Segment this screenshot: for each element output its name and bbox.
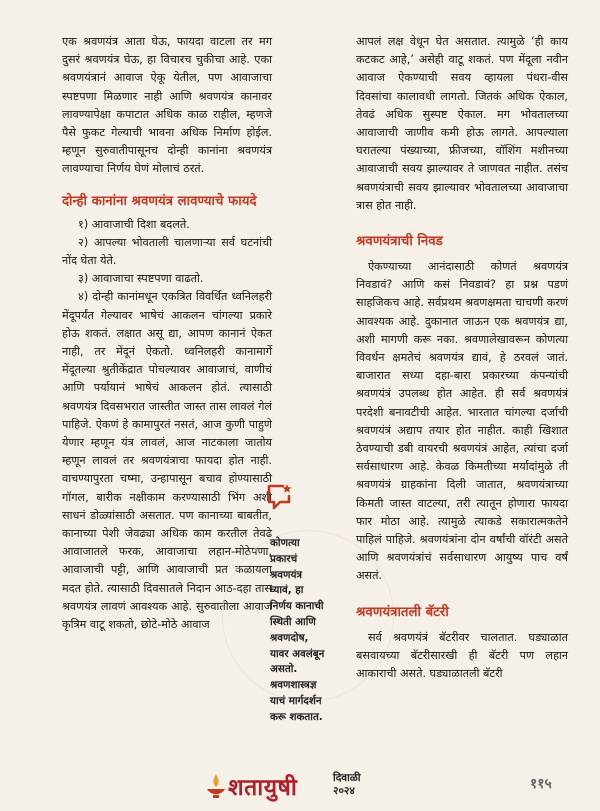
right-paragraph-1: आपलं लक्ष वेधून घेत असतात. त्यामुळे ‘ही काय कटकट आहे,’ असेही वाटू शकतं. पण मेंदूला नवीन आवाज ऐकण्याची सवय व्हायला पंधरा-वीस दिवसांचा कालावधी लागतो. जितकं अधिक ऐकाल, तेवढं अधिक सुस्पष्ट ऐकाल. मग भोवतालच्या आवाजाची जाणीव कमी होऊ लागते. आपल्याला घरातल्या पंख्याच्या, फ्रीजच्या, वॉशिंग मशीनच्या आवाजाची सवय झाल्यावर ते जाणवत नाहीत. तसंच श्रवणयंत्राची सवय झाल्यावर भोवतालच्या आवाजाचा त्रास होत नाही.	[356, 35, 568, 212]
right-paragraph-2: ऐकण्याच्या आनंदासाठी कोणतं श्रवणयंत्र निवडावं? आणि कसं निवडावं? हा प्रश्न पडणं साहजिकच आहे. सर्वप्रथम श्रवणक्षमता चाचणी करणं आवश्यक आहे. दुकानात जाऊन एक श्रवणयंत्र द्या, अशी मागणी करू नका. श्रवणालेखावरून कोणत्या विवर्धन क्षमतेचं श्रवणयंत्र द्यावं, हे ठरवलं जातं. बाजारात सध्या दहा-बारा प्रकारच्या कंपन्यांची श्रवणयंत्रं उपलब्ध होत आहेत. ही सर्व श्रवणयंत्रं परदेशी बनावटीची आहेत. भारतात चांगल्या दर्जाची श्रवणयंत्रं अद्याप तयार होत नाहीत. काही खिशात ठेवण्याची डबी वायरची श्रवणयंत्रं आहेत, त्यांचा दर्जा सर्वसाधारण आहे. केवळ किमतीच्या मर्यादांमुळे ती श्रवणयंत्रं ग्राहकांना दिली जातात, श्रवणयंत्राच्या किमती जास्त वाटल्या, तरी त्यातून होणारा फायदा फार मोठा आहे. त्यामुळे त्याकडे सकारात्मकतेने पाहिलं पाहिजे. श्रवणयंत्रांना दोन वर्षांची वॉरंटी असते आणि श्रवणयंत्रांचं सर्वसाधारण आयुष्य पाच वर्षं असतं.	[356, 260, 568, 583]
right-paragraph-3: सर्व श्रवणयंत्रं बॅटरीवर चालतात. घड्याळात बसवायच्या बॅटरीसारखी ही बॅटरी पण लहान आकाराची असते. घड्याळातली बॅटरी	[356, 630, 568, 681]
diya-lamp-icon	[205, 772, 227, 800]
left-column	[62, 33, 272, 634]
list-item: २) आपल्या भोवताली चालणाऱ्या सर्व घटनांची नोंद घेता येते.	[62, 235, 273, 268]
issue-label: दिवाळी २०२४	[333, 772, 361, 797]
section-heading-battery: श्रवणयंत्रातली बॅटरी	[356, 604, 449, 620]
section-heading-selection: श्रवणयंत्राची निवड	[356, 234, 443, 250]
page-footer	[0, 762, 600, 811]
right-column	[356, 33, 568, 683]
list-item: १) आवाजाची दिशा बदलते.	[78, 217, 190, 231]
list-item: ३) आवाजाचा स्पष्टपणा वाढतो.	[78, 272, 204, 286]
sidebar-callout: कोणत्या प्रकारचं श्रवणयंत्र घ्यावं, हा निर्णय कानाची स्थिती आणि श्रवणदोष, यावर अवलंबून असतो. श्रवणशास्त्रज्ञ याचं मार्गदर्शन करू शकतात.	[270, 537, 325, 723]
left-paragraph: एक श्रवणयंत्र आता घेऊ, फायदा वाटला तर मग दुसरं श्रवणयंत्र घेऊ, हा विचारच चुकीचा आहे. एका श्रवणयंत्रानं आवाज ऐकू येतील, पण आवाजाचा स्पष्टपणा मिळणार नाही आणि श्रवणयंत्र कानावर लावण्यापेक्षा कपाटात अधिक काळ राहील, म्हणजे पैसे फुकट गेल्याची भावना अधिक निर्माण होईल. म्हणून सुरुवातीपासूनच दोन्ही कानांना श्रवणयंत्र लावण्याचा निर्णय घेणं मोलाचं ठरतं.	[62, 35, 272, 176]
list-item: ४) दोन्ही कानांमधून एकत्रित विवर्धित ध्वनिलहरी मेंदूपर्यंत गेल्यावर भाषेचं आकलन चांगल्या प्रकारे होऊ शकतं. लक्षात असू द्या, आपण कानानं ऐकत नाही, तर मेंदूनं ऐकतो. ध्वनिलहरी कानामार्गे मेंदूतल्या श्रुतीकेंद्रात पोचल्यावर आवाजाचं, वाणीचं आणि पर्यायानं भाषेचं आकलन होतं. त्यासाठी श्रवणयंत्र दिवसभरात जास्तीत जास्त तास लावलं गेलं पाहिजे. ऐकणं हे कामापुरतं नसतं, आज कुणी पाहुणे येणार म्हणून यंत्र लावलं, आज नाटकाला जातोय म्हणून लावलं तर श्रवणयंत्राचा फायदा होत नाही. वाचण्यापुरता चष्मा, उन्हापासून बचाव होण्यासाठी गॉगल, बारीक नक्षीकाम करण्यासाठी भिंग अशी साधनं डोळ्यांसाठी असतात. पण कानाच्या बाबतीत, कानाच्या पेशी जेवढ्या अधिक काम करतील तेवढे आवाजातले फरक, आवाजाचा लहान-मोठेपणा, आवाजाची पट्टी, आणि आवाजाची प्रत कळायला मदत होते. त्यासाठी दिवसातले निदान आठ-दहा तास श्रवणयंत्र लावणं आवश्यक आहे. सुरुवातीला आवाज कृत्रिम वाटू शकतो, छोटे-मोठे आवाज	[62, 290, 272, 632]
speech-bubble-star-icon	[265, 482, 293, 512]
section-heading-benefits: दोन्ही कानांना श्रवणयंत्र लावण्याचे फायदे	[62, 193, 257, 209]
brand-logo-text: शतायुषी	[228, 774, 298, 801]
page-number: ११५	[530, 776, 552, 792]
